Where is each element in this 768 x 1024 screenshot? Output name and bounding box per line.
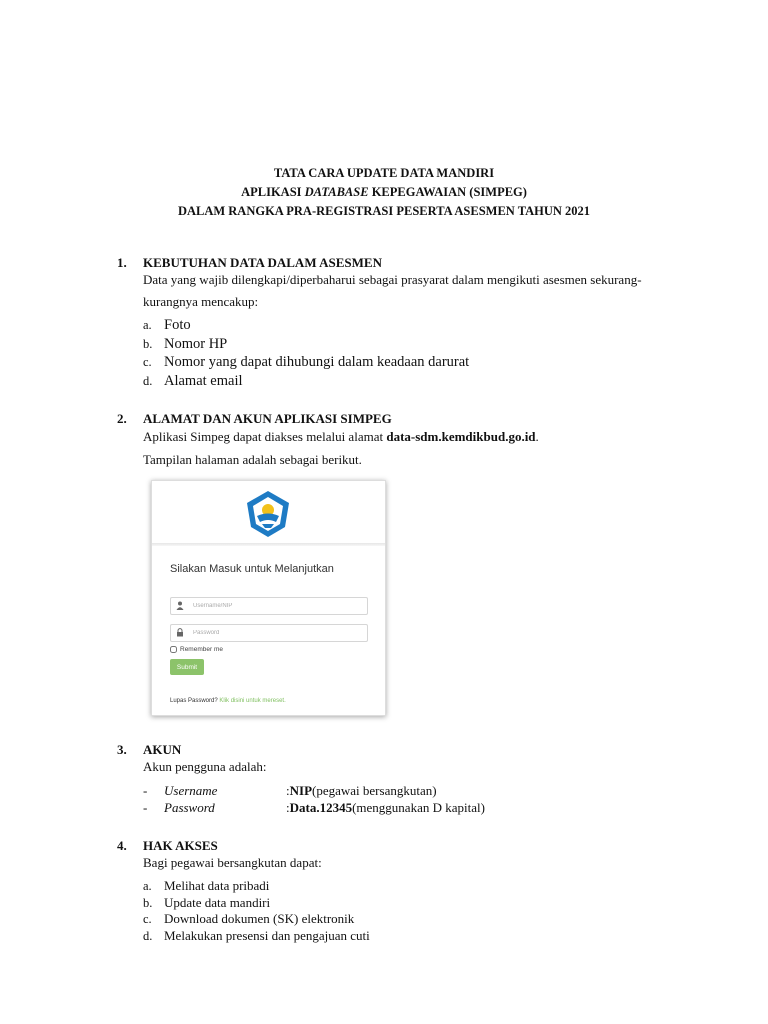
section-2-paragraph-2: Tampilan halaman adalah sebagai berikut. [143, 452, 362, 467]
password-input[interactable] [193, 626, 361, 639]
header-separator [152, 543, 385, 546]
section-4-number: 4. [117, 838, 127, 853]
list-item [143, 353, 469, 372]
list-text: Download dokumen (SK) elektronik [164, 911, 355, 926]
list-item [143, 895, 370, 912]
password-field[interactable] [170, 624, 368, 642]
section-1-heading: KEBUTUHAN DATA DALAM ASESMEN [143, 255, 382, 270]
list-item [143, 316, 469, 335]
user-icon [176, 601, 184, 610]
section-1-paragraph-2: kurangnya mencakup: [143, 294, 259, 309]
remember-me-label: Remember me [180, 646, 223, 653]
row-dash: - [143, 783, 148, 798]
list-text: Melihat data pribadi [164, 878, 270, 893]
account-row-password [143, 799, 485, 816]
section-2-heading: ALAMAT DAN AKUN APLIKASI SIMPEG [143, 411, 392, 426]
remember-me-checkbox[interactable] [170, 646, 177, 653]
account-rows [143, 782, 485, 816]
title-line-2-post: KEPEGAWAIAN (SIMPEG) [368, 185, 527, 199]
row-label: Password [164, 800, 215, 815]
doc-title-line-1: TATA CARA UPDATE DATA MANDIRI [273, 166, 495, 180]
title-line-2-pre: APLIKASI [241, 185, 305, 199]
section-3-heading: AKUN [143, 742, 182, 757]
section-1-list [143, 316, 469, 390]
remember-me[interactable] [170, 646, 223, 653]
list-marker: c. [143, 355, 152, 369]
address-intro: Aplikasi Simpeg dapat diakses melalui alamat [143, 429, 387, 444]
row-dash: - [143, 800, 148, 815]
list-item [143, 878, 370, 895]
row-label: Username [164, 783, 218, 798]
lock-icon [176, 628, 184, 637]
login-heading: Silakan Masuk untuk Melanjutkan [170, 563, 334, 575]
list-item [143, 372, 469, 391]
kemdikbud-logo-icon [243, 489, 293, 539]
login-screenshot [151, 480, 386, 716]
list-text: Foto [164, 317, 191, 333]
list-marker: b. [143, 895, 153, 910]
reset-password-link[interactable]: Klik disini untuk mereset. [219, 698, 286, 704]
submit-button[interactable]: Submit [170, 659, 204, 675]
section-3-number: 3. [117, 742, 127, 757]
app-address: data-sdm.kemdikbud.go.id [386, 429, 536, 444]
doc-title-line-3: DALAM RANGKA PRA-REGISTRASI PESERTA ASESMEN TAHUN 2021 [177, 204, 591, 218]
list-text: Melakukan presensi dan pengajuan cuti [164, 927, 370, 943]
section-2-paragraph-1 [143, 429, 539, 445]
account-row-username [143, 782, 485, 799]
list-marker: d. [143, 373, 153, 388]
list-item [143, 928, 370, 945]
section-4-heading: HAK AKSES [143, 838, 218, 853]
list-marker: a. [143, 879, 152, 893]
section-4-list [143, 878, 370, 944]
forgot-password-text: Lupas Password? [170, 698, 220, 704]
row-note: (pegawai bersangkutan) [312, 783, 437, 798]
forgot-password [170, 698, 286, 704]
row-value: Data.12345 [289, 800, 353, 815]
section-4-paragraph: Bagi pegawai bersangkutan dapat: [143, 855, 322, 870]
list-text: Update data mandiri [164, 894, 271, 910]
list-item [143, 911, 370, 928]
row-note: (menggunakan D kapital) [352, 800, 485, 815]
row-separator: : [286, 800, 290, 815]
list-text: Alamat email [164, 372, 243, 389]
section-3-paragraph: Akun pengguna adalah: [143, 759, 267, 774]
row-value: NIP [289, 783, 313, 798]
section-1-paragraph-1: Data yang wajib dilengkapi/diperbaharui sebagai prasyarat dalam mengikuti asesmen sekurang- [143, 272, 642, 287]
list-marker: c. [143, 912, 152, 926]
list-item [143, 335, 469, 354]
list-text: Nomor yang dapat dihubungi dalam keadaan darurat [164, 354, 470, 370]
title-line-2-italic: DATABASE [304, 185, 369, 199]
list-marker: d. [143, 928, 153, 943]
list-text: Nomor HP [164, 335, 228, 352]
username-input[interactable] [193, 599, 361, 612]
username-field[interactable] [170, 597, 368, 615]
doc-title-line-2 [0, 183, 768, 202]
address-period: . [535, 429, 539, 444]
row-separator: : [286, 783, 290, 798]
list-marker: a. [143, 318, 152, 332]
list-marker: b. [143, 336, 153, 351]
section-2-number: 2. [117, 411, 127, 426]
section-1-number: 1. [117, 255, 127, 270]
